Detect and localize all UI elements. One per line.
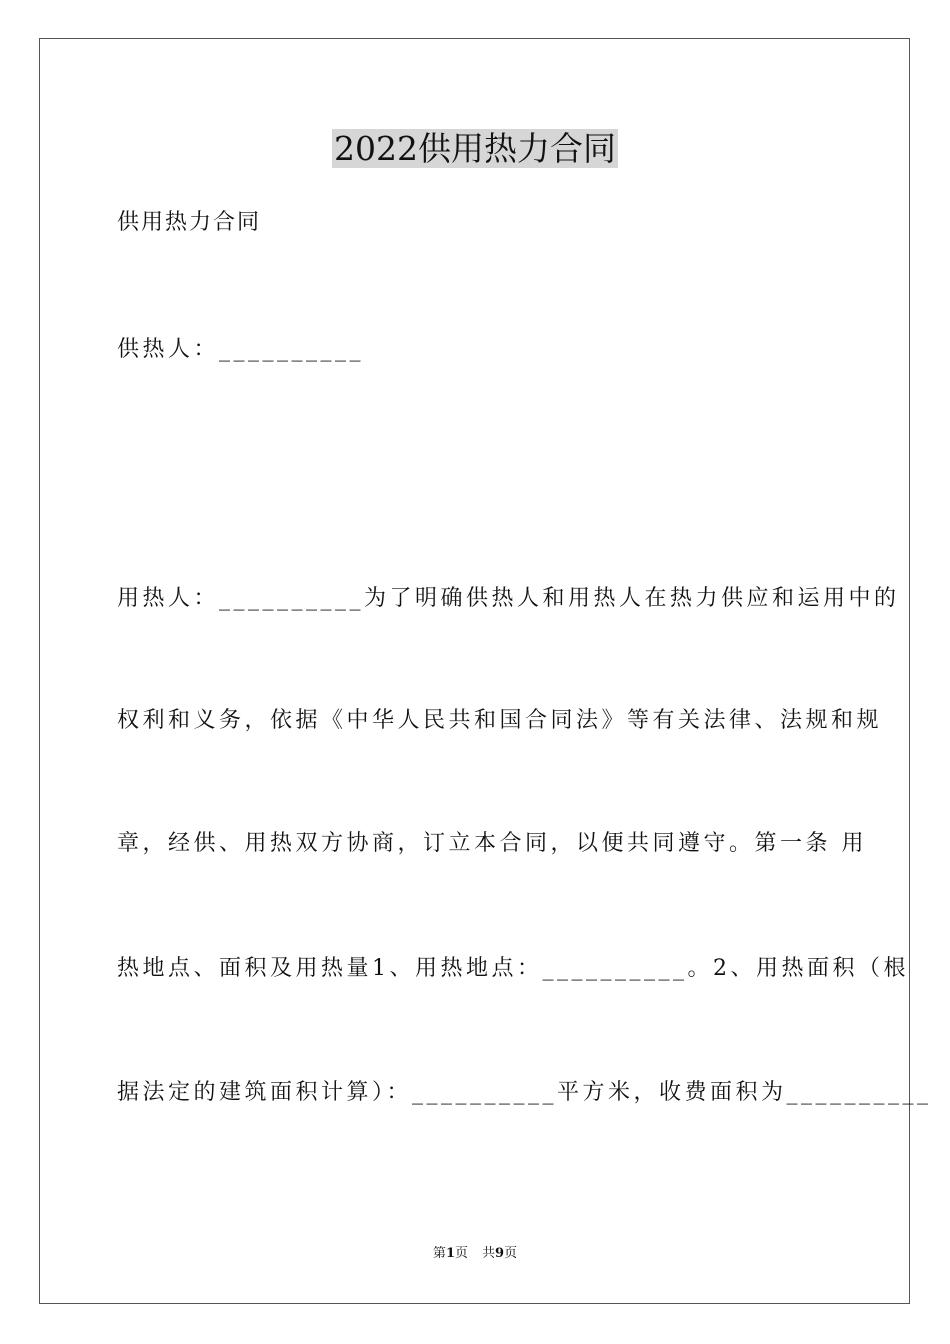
document-title (0, 128, 950, 170)
paragraph-line: 权利和义务，依据《中华人民共和国合同法》等有关法律、法规和规 (117, 708, 883, 733)
total-page-number: 9 (495, 1246, 505, 1261)
user-line: 用热人：__________为了明确供热人和用热人在热力供应和运用中的 (117, 586, 900, 611)
total-prefix: 共 (482, 1246, 496, 1261)
paragraph-line: 据法定的建筑面积计算）：__________平方米，收费面积为__________ (117, 1080, 932, 1105)
document-subtitle: 供用热力合同 (117, 210, 262, 235)
current-page-number: 1 (445, 1246, 455, 1261)
total-suffix: 页 (504, 1246, 518, 1261)
supplier-line: 供热人：__________ (117, 337, 365, 362)
document-title-text: 2022供用热力合同 (334, 129, 616, 168)
page-suffix: 页 (454, 1246, 468, 1261)
page-prefix: 第 (432, 1246, 446, 1261)
paragraph-line: 热地点、面积及用热量1、用热地点：__________。2、用热面积（根 (117, 956, 909, 981)
page-footer (0, 1245, 950, 1263)
paragraph-line: 章，经供、用热双方协商，订立本合同，以便共同遵守。第一条 用 (117, 831, 867, 856)
